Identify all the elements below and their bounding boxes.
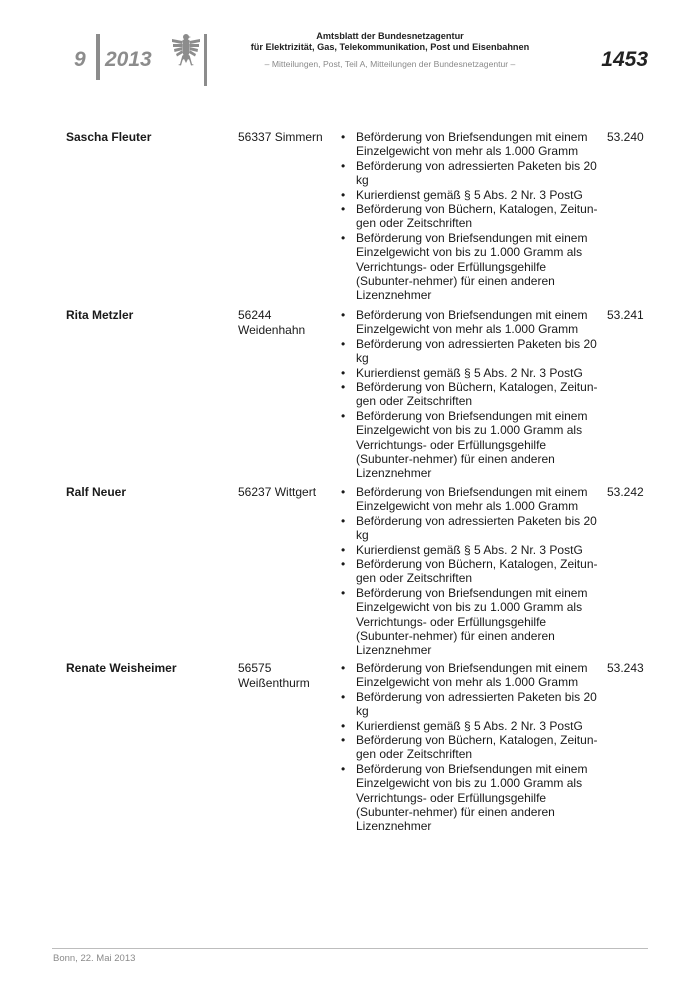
bullet-icon: • <box>341 761 346 776</box>
service-item: • Beförderung von Briefsendungen mit einem Einzelgewicht von mehr als 1.000 Gramm <box>341 308 588 337</box>
service-item: • Beförderung von Briefsendungen mit einem Einzelgewicht von mehr als 1.000 Gramm <box>341 485 588 514</box>
footer-date: Bonn, 22. Mai 2013 <box>53 953 136 964</box>
service-item: • Beförderung von Briefsendungen mit einem Einzelgewicht von mehr als 1.000 Gramm <box>341 661 588 690</box>
service-item: • Kurierdienst gemäß § 5 Abs. 2 Nr. 3 PostG <box>341 718 583 733</box>
license-number: 53.243 <box>607 661 644 675</box>
federal-eagle-icon <box>170 32 202 68</box>
licensee-name: Sascha Fleuter <box>66 130 152 144</box>
bullet-icon: • <box>341 187 346 202</box>
bullet-icon: • <box>341 230 346 245</box>
bullet-icon: • <box>341 557 346 572</box>
service-list <box>341 308 606 481</box>
bullet-icon: • <box>341 408 346 423</box>
licensee-place: 56337 Simmern <box>238 130 323 144</box>
bullet-icon: • <box>341 380 346 395</box>
service-item: • Beförderung von Briefsendungen mit einem Einzelgewicht von mehr als 1.000 Gramm <box>341 130 588 159</box>
journal-title <box>225 31 555 53</box>
service-item: • Beförderung von Büchern, Katalogen, Zeitun-gen oder Zeitschriften <box>341 733 598 762</box>
licensee-place: 56237 Wittgert <box>238 485 317 499</box>
licensee-name: Ralf Neuer <box>66 485 127 499</box>
bullet-icon: • <box>341 585 346 600</box>
journal-title-line2: für Elektrizität, Gas, Telekommunikation, Post und Eisenbahnen <box>250 42 530 52</box>
service-item: • Beförderung von Büchern, Katalogen, Zeitun-gen oder Zeitschriften <box>341 202 598 231</box>
licensee-name: Rita Metzler <box>66 308 134 322</box>
bullet-icon: • <box>341 485 346 499</box>
service-item: • Beförderung von adressierten Paketen bis 20 kg <box>341 336 597 366</box>
licensee-name: Renate Weisheimer <box>66 661 177 675</box>
service-item: • Beförderung von Briefsendungen mit einem Einzelgewicht von bis zu 1.000 Gramm als Verrichtungs- oder Erfüllungsgehilfe (Subunter-nehmer) für einen anderen Lizenznehmer <box>341 408 588 481</box>
service-item: • Beförderung von Briefsendungen mit einem Einzelgewicht von bis zu 1.000 Gramm als Verrichtungs- oder Erfüllungsgehilfe (Subunter-nehmer) für einen anderen Lizenznehmer <box>341 585 588 658</box>
license-number: 53.242 <box>607 485 644 499</box>
service-item: • Kurierdienst gemäß § 5 Abs. 2 Nr. 3 PostG <box>341 187 583 202</box>
service-item: • Beförderung von adressierten Paketen bis 20 kg <box>341 158 597 188</box>
page-number: 1453 <box>601 48 648 71</box>
bullet-icon: • <box>341 336 346 351</box>
footer-divider <box>52 948 648 949</box>
service-list <box>341 485 606 658</box>
licensee-place: 56244 Weidenhahn <box>238 308 306 337</box>
bullet-icon: • <box>341 661 346 675</box>
service-list <box>341 130 606 303</box>
service-item: • Beförderung von Briefsendungen mit einem Einzelgewicht von bis zu 1.000 Gramm als Verrichtungs- oder Erfüllungsgehilfe (Subunter-nehmer) für einen anderen Lizenznehmer <box>341 230 588 303</box>
service-item: • Beförderung von adressierten Paketen bis 20 kg <box>341 689 597 719</box>
service-item: • Beförderung von Büchern, Katalogen, Zeitun-gen oder Zeitschriften <box>341 380 598 409</box>
header-divider-left <box>96 34 100 80</box>
bullet-icon: • <box>341 202 346 217</box>
licensee-place: 56575 Weißenthurm <box>238 661 310 690</box>
service-item: • Beförderung von Briefsendungen mit einem Einzelgewicht von bis zu 1.000 Gramm als Verrichtungs- oder Erfüllungsgehilfe (Subunter-nehmer) für einen anderen Lizenznehmer <box>341 761 588 834</box>
bullet-icon: • <box>341 513 346 528</box>
bullet-icon: • <box>341 689 346 704</box>
bullet-icon: • <box>341 308 346 322</box>
service-item: • Kurierdienst gemäß § 5 Abs. 2 Nr. 3 PostG <box>341 542 583 557</box>
license-number: 53.240 <box>607 130 644 144</box>
license-number: 53.241 <box>607 308 644 322</box>
bullet-icon: • <box>341 542 346 557</box>
bullet-icon: • <box>341 718 346 733</box>
bullet-icon: • <box>341 365 346 380</box>
service-list <box>341 661 606 834</box>
bullet-icon: • <box>341 158 346 173</box>
bullet-icon: • <box>341 733 346 748</box>
journal-title-line1: Amtsblatt der Bundesnetzagentur <box>316 31 464 41</box>
issue-year: 2013 <box>105 48 152 71</box>
bullet-icon: • <box>341 130 346 144</box>
service-item: • Beförderung von Büchern, Katalogen, Zeitun-gen oder Zeitschriften <box>341 557 598 586</box>
service-item: • Kurierdienst gemäß § 5 Abs. 2 Nr. 3 PostG <box>341 365 583 380</box>
service-item: • Beförderung von adressierten Paketen bis 20 kg <box>341 513 597 543</box>
journal-subtitle: – Mitteilungen, Post, Teil A, Mitteilungen der Bundesnetzagentur – <box>264 59 516 69</box>
header-divider-right <box>204 34 207 86</box>
issue-number: 9 <box>74 48 86 71</box>
